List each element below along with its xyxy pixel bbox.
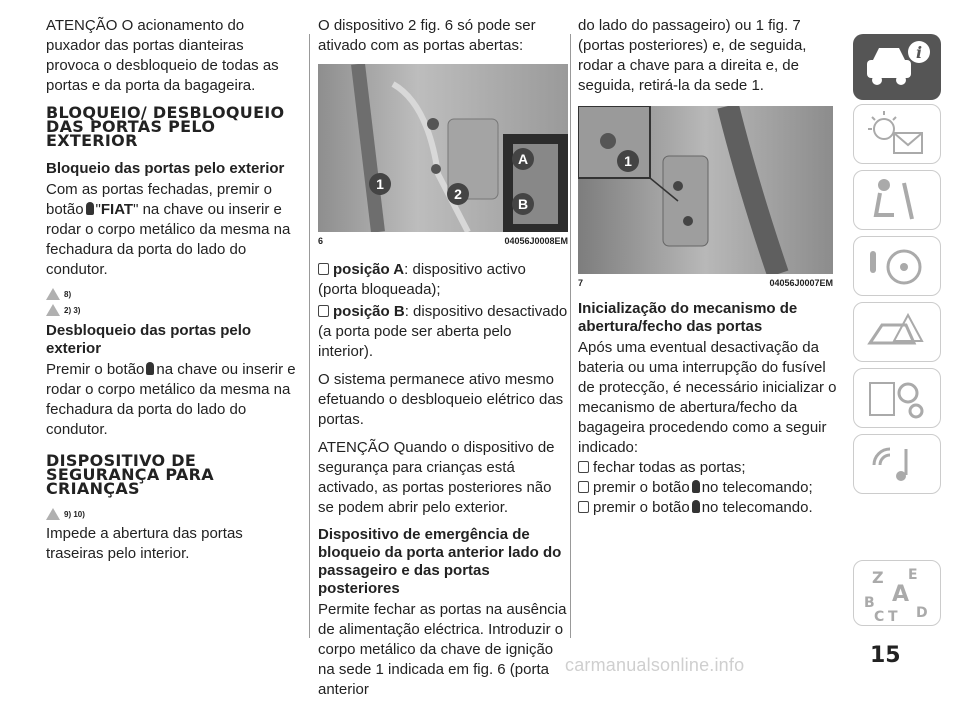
key-unlock-icon	[146, 362, 154, 375]
tab-maintenance[interactable]	[853, 368, 941, 428]
warning-ref-1: 8)	[46, 288, 296, 300]
service-gears-icon	[854, 369, 940, 427]
warning-ref-3: 9) 10)	[46, 508, 296, 520]
figure-7-caption: 7 04056J0007EM	[578, 278, 833, 288]
bullet-position-a: posição A: dispositivo activo (porta bloqueada);	[318, 261, 526, 298]
warning-lights-icon	[854, 105, 940, 163]
rear-door-latch-illustration	[578, 106, 833, 274]
page-number: 15	[870, 643, 901, 668]
continued-paragraph: do lado do passageiro) ou 1 fig. 7 (portas posteriores) e, de seguida, rodar a chave para a direita e, de seguida, retirá-la da sede 1.	[578, 17, 807, 94]
figure-7	[578, 106, 833, 274]
tab-multimedia[interactable]	[853, 434, 941, 494]
steering-wheel-icon	[854, 237, 940, 295]
tab-car-info[interactable]	[853, 34, 941, 100]
initialization-paragraph: Após uma eventual desactivação da bateria ou uma interrupção do fusível de protecção, é necessário inicializar o mecanismo de abertura/fecho da bagageira procedendo como a seguir indicado:	[578, 339, 837, 456]
column-2	[318, 16, 568, 708]
attention-child-note: ATENÇÃO Quando o dispositivo de segurança para crianças está activado, as portas posteriores não se podem abrir pelo exterior.	[318, 439, 555, 516]
section-heading-lock-unlock: BLOQUEIO/ DESBLOQUEIO DAS PORTAS PELO EXTERIOR	[46, 103, 285, 150]
key-lock-icon	[692, 480, 700, 493]
figure-6-caption: 6 04056J0008EM	[318, 236, 568, 246]
tab-driving[interactable]	[853, 236, 941, 296]
callout-1-label: 1	[624, 153, 632, 169]
checkbox-bullet-icon	[578, 481, 589, 493]
subheading-lock: Bloqueio das portas pelo exterior	[46, 160, 285, 177]
unlock-paragraph: Premir o botão na chave ou inserir e rodar o corpo metálico da mesma na fechadura da porta do lado do condutor.	[46, 361, 296, 438]
svg-text:D: D	[916, 605, 928, 621]
alphabet-index-icon	[854, 561, 940, 625]
svg-text:Z: Z	[872, 568, 884, 587]
subheading-emergency: Dispositivo de emergência de bloqueio da porta anterior lado do passageiro e das portas posteriores	[318, 526, 562, 597]
watermark: carmanualsonline.info	[565, 655, 745, 675]
warning-triangle-icon	[46, 288, 60, 300]
car-info-icon	[853, 34, 941, 100]
column-1	[46, 16, 296, 572]
bullet-position-b: posição B: dispositivo desactivado (a porta pode ser aberta pelo interior).	[318, 303, 568, 360]
callout-1-label: 1	[376, 176, 384, 192]
subheading-initialization: Inicialização do mecanismo de abertura/fecho das portas	[578, 300, 798, 335]
checkbox-bullet-icon	[578, 461, 589, 473]
svg-text:B: B	[864, 595, 875, 611]
lock-paragraph: Com as portas fechadas, premir o botão "FIAT" na chave ou inserir e rodar o corpo metálico da mesma na fechadura da porta do lado do condutor.	[46, 181, 291, 278]
key-unlock-icon	[692, 500, 700, 513]
warning-ref-2: 2) 3)	[46, 304, 296, 316]
callout-b-label: B	[517, 196, 529, 212]
tab-warning-lights[interactable]	[853, 104, 941, 164]
column-divider	[309, 34, 310, 638]
media-phone-icon	[854, 435, 940, 493]
column-3	[578, 16, 840, 526]
callout-2-label: 2	[454, 186, 462, 202]
svg-text:C: C	[874, 609, 885, 625]
emergency-paragraph: Permite fechar as portas na ausência de alimentação eléctrica. Introduzir o corpo metálico da chave de ignição na sede 1 indicada em fig. 6 (porta anterior	[318, 601, 567, 698]
child-safety-paragraph: Impede a abertura das portas traseiras pelo interior.	[46, 525, 243, 562]
checkbox-bullet-icon	[318, 305, 329, 317]
warning-triangle-icon	[46, 304, 60, 316]
init-step-1: fechar todas as portas;	[578, 458, 840, 478]
car-accident-icon	[854, 303, 940, 361]
door-latch-illustration	[318, 64, 568, 232]
column-divider	[570, 34, 571, 638]
system-note: O sistema permanece ativo mesmo efetuando o desbloqueio elétrico das portas.	[318, 371, 564, 428]
subheading-unlock: Desbloqueio das portas pelo exterior	[46, 322, 252, 357]
checkbox-bullet-icon	[578, 501, 589, 513]
intro-paragraph: O dispositivo 2 fig. 6 só pode ser ativado com as portas abertas:	[318, 17, 536, 54]
init-step-3: premir o botão no telecomando.	[578, 498, 840, 518]
tab-safety[interactable]	[853, 170, 941, 230]
svg-text:E: E	[908, 567, 918, 583]
airbag-seat-icon	[854, 171, 940, 229]
tab-index[interactable]	[853, 560, 941, 626]
checkbox-bullet-icon	[318, 263, 329, 275]
warning-triangle-icon	[46, 508, 60, 520]
tab-emergency[interactable]	[853, 302, 941, 362]
key-lock-icon	[86, 202, 94, 215]
init-step-2: premir o botão no telecomando;	[578, 478, 840, 498]
svg-text:T: T	[888, 609, 898, 625]
svg-text:i: i	[915, 43, 923, 62]
attention-note: ATENÇÃO O acionamento do puxador das portas dianteiras provoca o desbloqueio de todas as portas e da porta da bagageira.	[46, 17, 279, 94]
svg-text:A: A	[892, 582, 910, 607]
section-heading-child-safety: DISPOSITIVO DE SEGURANÇA PARA CRIANÇAS	[46, 451, 214, 498]
figure-6	[318, 64, 568, 232]
callout-a-label: A	[517, 151, 529, 167]
